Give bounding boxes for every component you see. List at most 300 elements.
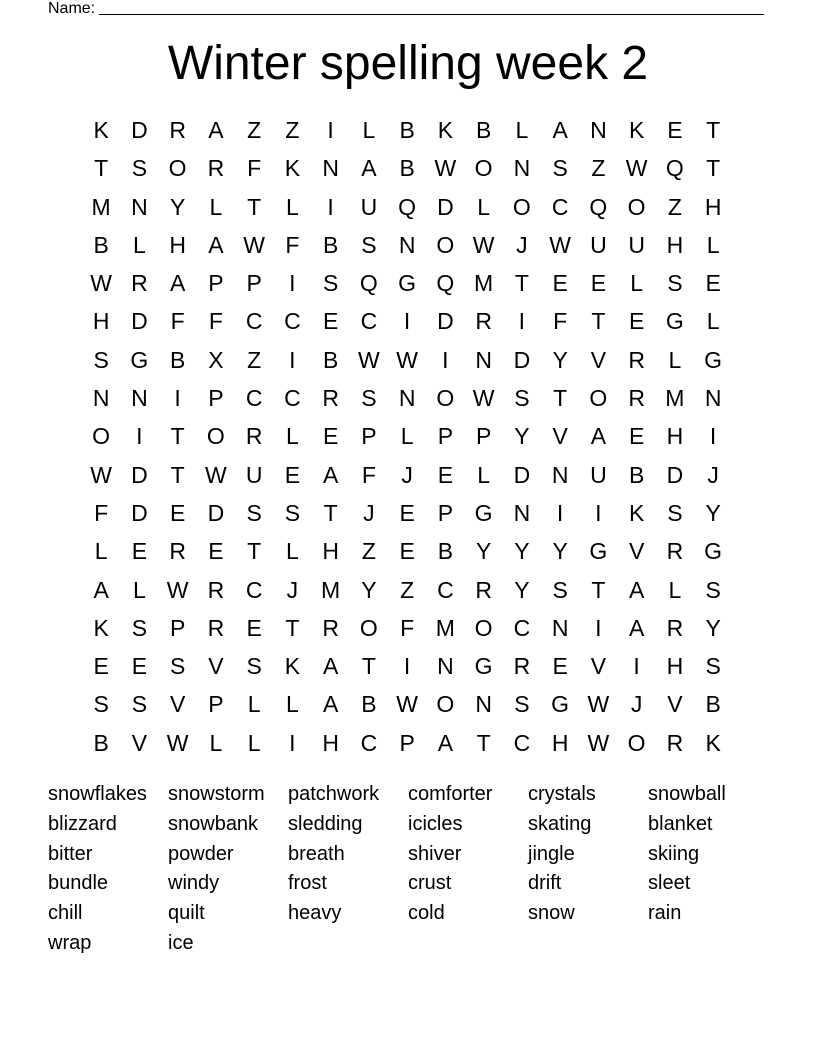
grid-letter: G bbox=[665, 308, 684, 335]
grid-letter: I bbox=[403, 653, 411, 680]
grid-letter: T bbox=[247, 193, 262, 220]
grid-letter: F bbox=[247, 155, 262, 182]
word-list-item: breath bbox=[288, 842, 345, 865]
grid-letter: R bbox=[322, 614, 339, 641]
grid-letter: Q bbox=[436, 270, 455, 297]
grid-letter: E bbox=[552, 270, 568, 297]
grid-letter: I bbox=[709, 423, 717, 450]
grid-letter: E bbox=[667, 117, 683, 143]
grid-letter: S bbox=[514, 385, 530, 412]
grid-letter: O bbox=[206, 423, 225, 450]
grid-letter: L bbox=[285, 538, 299, 565]
grid-letter: U bbox=[628, 231, 645, 258]
grid-letter: Q bbox=[398, 193, 417, 220]
grid-letter: R bbox=[666, 614, 684, 641]
grid-letter: W bbox=[90, 461, 112, 488]
grid-letter: Y bbox=[169, 193, 186, 220]
grid-letter: B bbox=[628, 461, 645, 488]
grid-letter: T bbox=[170, 461, 185, 488]
grid-letter: I bbox=[327, 193, 334, 220]
grid-letter: W bbox=[90, 270, 112, 297]
grid-letter: S bbox=[361, 231, 377, 258]
word-list bbox=[48, 780, 768, 959]
grid-letter: C bbox=[437, 576, 454, 603]
grid-letter: O bbox=[474, 614, 493, 641]
grid-letter: T bbox=[361, 653, 376, 680]
grid-letter: I bbox=[174, 385, 181, 412]
grid-letter: E bbox=[322, 423, 339, 450]
grid-letter: L bbox=[247, 729, 261, 756]
grid-letter: T bbox=[94, 155, 109, 182]
grid-letter: P bbox=[208, 270, 224, 297]
grid-letter: T bbox=[591, 576, 606, 603]
grid-letter: V bbox=[590, 653, 607, 680]
word-list-item: skating bbox=[528, 812, 592, 835]
grid-letter: R bbox=[207, 155, 225, 182]
grid-letter: S bbox=[705, 653, 721, 680]
grid-letter: M bbox=[665, 385, 685, 412]
grid-letter: F bbox=[94, 499, 109, 526]
grid-letter: P bbox=[475, 423, 492, 450]
grid-letter: S bbox=[667, 270, 683, 297]
grid-letter: W bbox=[166, 729, 189, 756]
grid-letter: A bbox=[628, 614, 645, 641]
grid-letter: K bbox=[284, 653, 301, 680]
word-list-item: cold bbox=[408, 902, 445, 925]
grid-letter: Q bbox=[589, 193, 608, 220]
grid-letter: N bbox=[131, 385, 148, 412]
grid-letter: C bbox=[360, 308, 378, 335]
grid-letter: H bbox=[92, 308, 110, 335]
word-list-item: snowstorm bbox=[168, 783, 265, 805]
grid-letter: P bbox=[246, 270, 262, 297]
grid-letter: F bbox=[553, 308, 568, 335]
grid-letter: H bbox=[169, 231, 186, 258]
grid-letter: D bbox=[131, 499, 148, 526]
grid-letter: E bbox=[246, 614, 262, 641]
grid-letter: Y bbox=[705, 499, 721, 526]
grid-letter: E bbox=[590, 270, 607, 297]
word-list-item: blizzard bbox=[48, 812, 117, 835]
grid-letter: Q bbox=[665, 155, 684, 182]
word-list-item: sleet bbox=[648, 872, 691, 895]
grid-letter: O bbox=[474, 155, 493, 182]
grid-letter: N bbox=[513, 155, 531, 182]
grid-letter: M bbox=[321, 576, 341, 603]
grid-letter: C bbox=[245, 385, 263, 412]
grid-letter: T bbox=[706, 155, 721, 182]
word-list-item: icicles bbox=[408, 812, 463, 835]
grid-letter: Z bbox=[667, 193, 682, 220]
grid-letter: E bbox=[131, 653, 148, 680]
grid-letter: S bbox=[552, 155, 568, 182]
grid-letter: I bbox=[403, 308, 411, 335]
grid-letter: G bbox=[474, 653, 493, 680]
grid-letter: A bbox=[437, 729, 454, 756]
grid-letter: D bbox=[513, 346, 531, 373]
grid-letter: G bbox=[704, 346, 723, 373]
grid-letter: O bbox=[359, 614, 378, 641]
grid-letter: G bbox=[704, 538, 723, 565]
name-field bbox=[48, 0, 764, 18]
grid-letter: H bbox=[666, 423, 684, 450]
grid-letter: D bbox=[437, 308, 454, 335]
word-list-item: quilt bbox=[168, 902, 205, 925]
grid-letter: L bbox=[285, 691, 299, 718]
word-list-item: windy bbox=[168, 872, 220, 895]
grid-letter: C bbox=[245, 308, 263, 335]
grid-letter: H bbox=[666, 653, 684, 680]
word-list-item: snow bbox=[528, 902, 575, 925]
grid-letter: D bbox=[666, 461, 684, 488]
grid-letter: L bbox=[477, 193, 491, 220]
grid-letter: U bbox=[245, 461, 263, 488]
grid-letter: L bbox=[515, 117, 529, 143]
grid-letter: T bbox=[323, 499, 338, 526]
grid-letter: L bbox=[285, 193, 299, 220]
grid-letter: L bbox=[132, 576, 146, 603]
grid-letter: H bbox=[551, 729, 569, 756]
grid-letter: B bbox=[169, 346, 186, 373]
grid-letter: F bbox=[400, 614, 415, 641]
grid-letter: R bbox=[169, 538, 186, 565]
grid-letter: E bbox=[93, 653, 109, 680]
grid-letter: E bbox=[284, 461, 301, 488]
grid-letter: R bbox=[131, 270, 148, 297]
grid-letter: Q bbox=[359, 270, 378, 297]
grid-letter: H bbox=[322, 729, 339, 756]
grid-letter: I bbox=[518, 308, 526, 335]
grid-letter: K bbox=[628, 117, 645, 143]
grid-letter: R bbox=[513, 653, 531, 680]
grid-letter: Z bbox=[591, 155, 606, 182]
grid-letter: N bbox=[475, 346, 492, 373]
grid-letter: B bbox=[322, 346, 339, 373]
grid-letter: S bbox=[131, 614, 148, 641]
grid-letter: L bbox=[209, 193, 223, 220]
grid-letter: D bbox=[131, 117, 148, 143]
grid-letter: O bbox=[436, 385, 455, 412]
word-list-item: shiver bbox=[408, 842, 462, 865]
grid-letter: N bbox=[551, 461, 569, 488]
grid-letter: A bbox=[552, 117, 568, 143]
grid-letter: S bbox=[246, 653, 262, 680]
grid-letter: E bbox=[705, 270, 721, 297]
grid-letter: K bbox=[93, 614, 109, 641]
grid-letter: M bbox=[474, 270, 494, 297]
grid-letter: T bbox=[285, 614, 300, 641]
grid-letter: Y bbox=[361, 576, 377, 603]
word-list-item: bitter bbox=[48, 842, 93, 865]
grid-letter: N bbox=[590, 117, 607, 143]
grid-letter: K bbox=[284, 155, 301, 182]
grid-letter: V bbox=[667, 691, 683, 718]
word-list-item: powder bbox=[168, 842, 234, 865]
grid-letter: R bbox=[207, 614, 225, 641]
word-list-item: chill bbox=[48, 902, 83, 925]
grid-letter: P bbox=[399, 729, 415, 756]
grid-letter: G bbox=[398, 270, 417, 297]
grid-letter: Z bbox=[247, 117, 262, 143]
grid-letter: L bbox=[630, 270, 644, 297]
grid-letter: E bbox=[399, 538, 415, 565]
name-line bbox=[99, 0, 764, 15]
word-list-item: crystals bbox=[528, 783, 596, 805]
word-list-item: heavy bbox=[288, 902, 342, 925]
grid-letter: N bbox=[551, 614, 569, 641]
grid-letter: W bbox=[396, 691, 418, 718]
grid-letter: P bbox=[437, 423, 454, 450]
grid-letter: W bbox=[472, 231, 495, 258]
grid-letter: S bbox=[93, 691, 109, 718]
grid-letter: T bbox=[247, 538, 262, 565]
grid-letter: E bbox=[437, 461, 454, 488]
grid-letter: R bbox=[475, 576, 492, 603]
grid-letter: E bbox=[628, 423, 645, 450]
word-list-item: blanket bbox=[648, 812, 713, 835]
grid-letter: B bbox=[93, 729, 109, 756]
grid-letter: J bbox=[363, 499, 375, 526]
grid-letter: K bbox=[705, 729, 721, 756]
grid-letter: S bbox=[667, 499, 683, 526]
grid-letter: B bbox=[322, 231, 339, 258]
grid-letter: L bbox=[477, 461, 491, 488]
grid-letter: L bbox=[94, 538, 108, 565]
grid-letter: I bbox=[289, 346, 296, 373]
word-list-item: frost bbox=[288, 872, 327, 895]
grid-letter: J bbox=[401, 461, 413, 488]
grid-letter: Y bbox=[475, 538, 492, 565]
grid-letter: Z bbox=[400, 576, 415, 603]
grid-letter: A bbox=[322, 691, 339, 718]
grid-letter: S bbox=[93, 346, 109, 373]
word-list-item: snowbank bbox=[168, 812, 259, 835]
grid-letter: P bbox=[361, 423, 377, 450]
word-list-item: snowflakes bbox=[48, 783, 147, 805]
grid-letter: C bbox=[284, 308, 301, 335]
grid-letter: I bbox=[136, 423, 143, 450]
word-list-item: sledding bbox=[288, 812, 363, 835]
grid-letter: K bbox=[437, 117, 454, 143]
grid-letter: Y bbox=[552, 538, 568, 565]
word-list-item: wrap bbox=[48, 931, 92, 954]
word-list-item: crust bbox=[408, 872, 452, 895]
grid-letter: B bbox=[475, 117, 492, 143]
grid-letter: V bbox=[590, 346, 607, 373]
grid-letter: L bbox=[209, 729, 223, 756]
word-list-item: ice bbox=[168, 931, 194, 954]
grid-letter: G bbox=[551, 691, 570, 718]
grid-letter: I bbox=[442, 346, 449, 373]
grid-letter: P bbox=[208, 385, 224, 412]
grid-letter: I bbox=[633, 653, 640, 680]
grid-letter: L bbox=[285, 423, 299, 450]
grid-letter: B bbox=[399, 155, 415, 182]
grid-letter: Y bbox=[705, 614, 721, 641]
grid-letter: G bbox=[130, 346, 149, 373]
grid-letter: E bbox=[322, 308, 339, 335]
grid-letter: O bbox=[627, 193, 646, 220]
grid-letter: V bbox=[552, 423, 568, 450]
grid-letter: Z bbox=[247, 346, 262, 373]
grid-letter: H bbox=[666, 231, 684, 258]
grid-letter: N bbox=[322, 155, 339, 182]
grid-letter: O bbox=[589, 385, 608, 412]
grid-letter: A bbox=[208, 231, 224, 258]
grid-letter: S bbox=[322, 270, 339, 297]
grid-letter: H bbox=[704, 193, 722, 220]
grid-letter: C bbox=[513, 614, 531, 641]
grid-letter: B bbox=[93, 231, 109, 258]
grid-letter: N bbox=[513, 499, 531, 526]
grid-letter: U bbox=[360, 193, 378, 220]
grid-letter: N bbox=[131, 193, 148, 220]
grid-letter: B bbox=[705, 691, 721, 718]
grid-letter: O bbox=[627, 729, 646, 756]
grid-letter: P bbox=[169, 614, 186, 641]
grid-letter: A bbox=[590, 423, 607, 450]
grid-letter: L bbox=[132, 231, 146, 258]
grid-letter: E bbox=[628, 308, 645, 335]
grid-letter: R bbox=[169, 117, 186, 143]
grid-letter: A bbox=[93, 576, 109, 603]
grid-letter: D bbox=[131, 461, 148, 488]
grid-letter: T bbox=[514, 270, 529, 297]
grid-letter: V bbox=[628, 538, 645, 565]
grid-letter: A bbox=[169, 270, 186, 297]
grid-letter: R bbox=[666, 538, 684, 565]
grid-letter: D bbox=[131, 308, 148, 335]
grid-letter: F bbox=[170, 308, 185, 335]
grid-letter: V bbox=[208, 653, 224, 680]
grid-letter: V bbox=[131, 729, 148, 756]
grid-letter: W bbox=[549, 231, 571, 258]
grid-letter: Z bbox=[285, 117, 300, 143]
grid-letter: N bbox=[475, 691, 492, 718]
word-list-item: comforter bbox=[408, 783, 493, 805]
grid-letter: S bbox=[514, 691, 530, 718]
word-list-item: skiing bbox=[648, 842, 700, 865]
grid-letter: L bbox=[706, 231, 720, 258]
grid-letter: T bbox=[591, 308, 606, 335]
grid-letter: T bbox=[476, 729, 491, 756]
word-list-item: rain bbox=[648, 902, 682, 925]
grid-letter: S bbox=[284, 499, 301, 526]
grid-letter: D bbox=[207, 499, 225, 526]
grid-letter: L bbox=[668, 576, 682, 603]
grid-letter: Y bbox=[552, 346, 568, 373]
grid-letter: B bbox=[437, 538, 454, 565]
grid-letter: U bbox=[590, 231, 607, 258]
grid-letter: L bbox=[706, 308, 720, 335]
word-list-item: drift bbox=[528, 872, 562, 895]
grid-letter: W bbox=[625, 155, 648, 182]
word-list-item: snowball bbox=[648, 783, 726, 805]
grid-letter: S bbox=[246, 499, 262, 526]
grid-letter: T bbox=[706, 117, 721, 143]
grid-letter: N bbox=[92, 385, 110, 412]
grid-letter: Y bbox=[514, 423, 530, 450]
grid-letter: W bbox=[434, 155, 457, 182]
grid-letter: A bbox=[208, 117, 224, 143]
grid-letter: J bbox=[707, 461, 719, 488]
letter-grid bbox=[82, 111, 732, 762]
grid-letter: R bbox=[475, 308, 492, 335]
grid-letter: S bbox=[131, 155, 148, 182]
grid-letter: R bbox=[628, 346, 645, 373]
grid-letter: W bbox=[587, 691, 610, 718]
grid-letter: R bbox=[628, 385, 645, 412]
grid-letter: I bbox=[289, 729, 296, 756]
grid-letter: W bbox=[587, 729, 610, 756]
grid-letter: P bbox=[437, 499, 454, 526]
grid-letter: C bbox=[513, 729, 531, 756]
grid-letter: R bbox=[322, 385, 339, 412]
grid-letter: O bbox=[436, 231, 455, 258]
grid-letter: D bbox=[437, 193, 454, 220]
grid-letter: I bbox=[289, 270, 296, 297]
grid-letter: J bbox=[630, 691, 643, 718]
grid-letter: F bbox=[361, 461, 376, 488]
grid-letter: I bbox=[595, 499, 602, 526]
grid-letter: B bbox=[361, 691, 377, 718]
grid-letter: W bbox=[166, 576, 189, 603]
grid-letter: D bbox=[513, 461, 531, 488]
grid-letter: R bbox=[207, 576, 225, 603]
grid-letter: E bbox=[208, 538, 224, 565]
grid-letter: K bbox=[628, 499, 645, 526]
grid-letter: N bbox=[437, 653, 454, 680]
grid-letter: L bbox=[668, 346, 682, 373]
grid-letter: N bbox=[398, 385, 416, 412]
grid-letter: H bbox=[322, 538, 339, 565]
grid-letter: V bbox=[169, 691, 186, 718]
grid-letter: A bbox=[322, 461, 339, 488]
grid-letter: O bbox=[92, 423, 111, 450]
grid-letter: S bbox=[169, 653, 186, 680]
grid-letter: L bbox=[362, 117, 376, 143]
grid-letter: W bbox=[205, 461, 227, 488]
grid-letter: S bbox=[131, 691, 148, 718]
grid-letter: R bbox=[666, 729, 684, 756]
grid-letter: F bbox=[285, 231, 300, 258]
grid-letter: I bbox=[595, 614, 602, 641]
grid-letter: L bbox=[247, 691, 261, 718]
grid-letter: J bbox=[516, 231, 528, 258]
grid-letter: G bbox=[589, 538, 608, 565]
grid-letter: Y bbox=[514, 538, 530, 565]
grid-letter: J bbox=[286, 576, 299, 603]
grid-letter: S bbox=[361, 385, 377, 412]
word-list-item: bundle bbox=[48, 872, 109, 895]
grid-letter: W bbox=[472, 385, 495, 412]
page-title: Winter spelling week 2 bbox=[167, 37, 649, 90]
grid-letter: A bbox=[322, 653, 339, 680]
grid-letter: C bbox=[245, 576, 263, 603]
grid-letter: E bbox=[399, 499, 415, 526]
grid-letter: X bbox=[208, 346, 224, 373]
word-list-item: jingle bbox=[528, 842, 575, 865]
grid-letter: O bbox=[168, 155, 187, 182]
grid-letter: I bbox=[327, 117, 334, 143]
grid-letter: T bbox=[170, 423, 185, 450]
grid-letter: A bbox=[361, 155, 377, 182]
grid-letter: L bbox=[400, 423, 414, 450]
grid-letter: U bbox=[590, 461, 607, 488]
grid-letter: C bbox=[284, 385, 301, 412]
grid-letter: C bbox=[551, 193, 569, 220]
grid-letter: O bbox=[512, 193, 531, 220]
